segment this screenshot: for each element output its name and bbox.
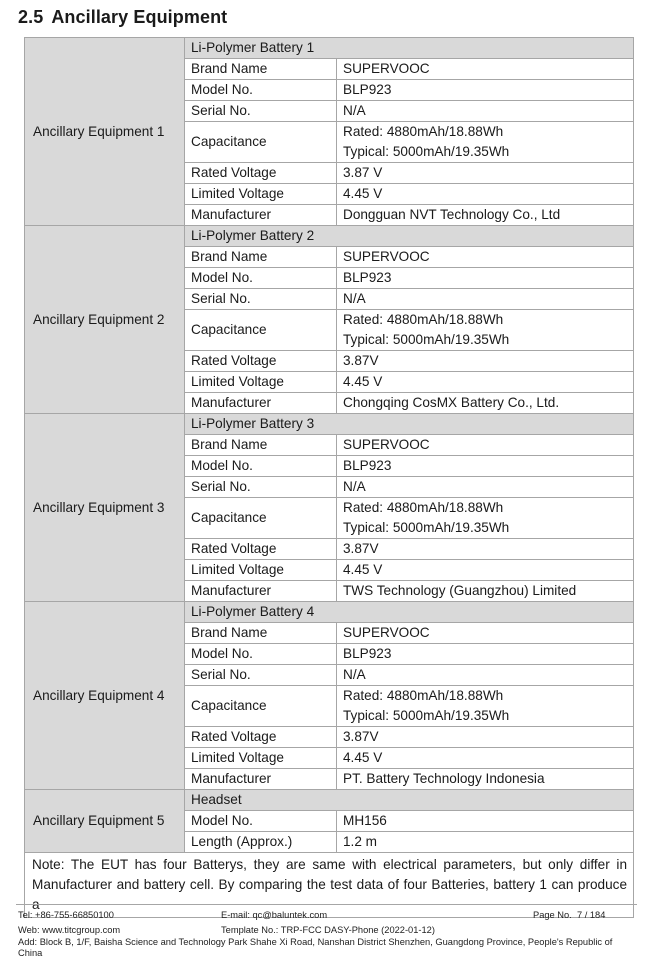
table-body bbox=[25, 38, 634, 918]
field-value-model-no: BLP923 bbox=[337, 644, 634, 665]
field-value-line: Rated: 4880mAh/18.88Wh bbox=[343, 124, 504, 139]
equipment-group-label: Ancillary Equipment 1 bbox=[25, 38, 185, 226]
field-label: Capacitance bbox=[185, 498, 337, 539]
field-label: Brand Name bbox=[185, 59, 337, 80]
field-value-limited-voltage: 4.45 V bbox=[337, 748, 634, 769]
field-label: Rated Voltage bbox=[185, 539, 337, 560]
field-value-brand-name: SUPERVOOC bbox=[337, 247, 634, 268]
field-label: Capacitance bbox=[185, 310, 337, 351]
field-value-line: Rated: 4880mAh/18.88Wh bbox=[343, 500, 504, 515]
field-value-serial-no: N/A bbox=[337, 101, 634, 122]
footer-page-value: 7 / 184 bbox=[576, 910, 606, 920]
field-value-serial-no: N/A bbox=[337, 289, 634, 310]
equipment-type-header: Headset bbox=[185, 790, 634, 811]
section-heading bbox=[18, 7, 227, 28]
field-value-capacitance bbox=[337, 122, 634, 163]
field-label: Model No. bbox=[185, 811, 337, 832]
equipment-group-label: Ancillary Equipment 2 bbox=[25, 226, 185, 414]
field-label: Brand Name bbox=[185, 623, 337, 644]
group-header-row bbox=[25, 414, 634, 435]
equipment-group-label: Ancillary Equipment 3 bbox=[25, 414, 185, 602]
note-text: Note: The EUT has four Batterys, they are same with electrical parameters, but only differ in Manufacturer and battery cell. By comparing the test data of four Batteries, battery 1 can produce a bbox=[25, 853, 634, 918]
field-label: Limited Voltage bbox=[185, 748, 337, 769]
section-title: Ancillary Equipment bbox=[51, 7, 228, 27]
field-value-manufacturer: PT. Battery Technology Indonesia bbox=[337, 769, 634, 790]
field-label: Capacitance bbox=[185, 686, 337, 727]
footer-template: Template No.: TRP-FCC DASY-Phone (2022-01-12) bbox=[221, 925, 435, 935]
field-label: Rated Voltage bbox=[185, 351, 337, 372]
equipment-group-label: Ancillary Equipment 5 bbox=[25, 790, 185, 853]
field-value-length-approx: 1.2 m bbox=[337, 832, 634, 853]
field-value-line: Rated: 4880mAh/18.88Wh bbox=[343, 312, 504, 327]
field-label: Limited Voltage bbox=[185, 184, 337, 205]
field-value-manufacturer: Chongqing CosMX Battery Co., Ltd. bbox=[337, 393, 634, 414]
field-value-line: Typical: 5000mAh/19.35Wh bbox=[343, 144, 510, 159]
field-value-serial-no: N/A bbox=[337, 477, 634, 498]
field-value-model-no: BLP923 bbox=[337, 456, 634, 477]
field-label: Length (Approx.) bbox=[185, 832, 337, 853]
field-value-capacitance bbox=[337, 310, 634, 351]
equipment-type-header: Li-Polymer Battery 3 bbox=[185, 414, 634, 435]
field-label: Serial No. bbox=[185, 477, 337, 498]
field-value-brand-name: SUPERVOOC bbox=[337, 435, 634, 456]
field-label: Manufacturer bbox=[185, 393, 337, 414]
field-label: Manufacturer bbox=[185, 769, 337, 790]
field-value-brand-name: SUPERVOOC bbox=[337, 623, 634, 644]
field-value-line: Typical: 5000mAh/19.35Wh bbox=[343, 708, 510, 723]
equipment-type-header: Li-Polymer Battery 2 bbox=[185, 226, 634, 247]
footer-email: E-mail: qc@baluntek.com bbox=[221, 910, 328, 920]
field-label: Manufacturer bbox=[185, 205, 337, 226]
group-header-row bbox=[25, 790, 634, 811]
field-value-limited-voltage: 4.45 V bbox=[337, 372, 634, 393]
field-label: Brand Name bbox=[185, 435, 337, 456]
field-label: Serial No. bbox=[185, 101, 337, 122]
field-value-model-no: MH156 bbox=[337, 811, 634, 832]
field-value-manufacturer: TWS Technology (Guangzhou) Limited bbox=[337, 581, 634, 602]
footer-page-number bbox=[533, 910, 605, 920]
field-value-capacitance bbox=[337, 498, 634, 539]
field-label: Limited Voltage bbox=[185, 560, 337, 581]
field-value-rated-voltage: 3.87 V bbox=[337, 163, 634, 184]
footer-web: Web: www.titcgroup.com bbox=[18, 925, 121, 935]
footer-address: Add: Block B, 1/F, Baisha Science and Technology Park Shahe Xi Road, Nanshan District Shenzhen, Guangdong Province, People's Republic of China bbox=[18, 937, 613, 958]
field-label: Rated Voltage bbox=[185, 163, 337, 184]
field-label: Manufacturer bbox=[185, 581, 337, 602]
footer-tel: Tel: +86-755-66850100 bbox=[18, 910, 114, 920]
section-number: 2.5 bbox=[18, 7, 44, 27]
field-value-manufacturer: Dongguan NVT Technology Co., Ltd bbox=[337, 205, 634, 226]
field-value-rated-voltage: 3.87V bbox=[337, 727, 634, 748]
field-value-line: Typical: 5000mAh/19.35Wh bbox=[343, 332, 510, 347]
field-label: Model No. bbox=[185, 456, 337, 477]
field-label: Model No. bbox=[185, 80, 337, 101]
field-value-line: Rated: 4880mAh/18.88Wh bbox=[343, 688, 504, 703]
field-label: Model No. bbox=[185, 644, 337, 665]
field-label: Capacitance bbox=[185, 122, 337, 163]
field-label: Model No. bbox=[185, 268, 337, 289]
group-header-row bbox=[25, 602, 634, 623]
equipment-type-header: Li-Polymer Battery 1 bbox=[185, 38, 634, 59]
field-label: Serial No. bbox=[185, 289, 337, 310]
field-value-rated-voltage: 3.87V bbox=[337, 351, 634, 372]
field-value-model-no: BLP923 bbox=[337, 80, 634, 101]
note-row bbox=[25, 853, 634, 918]
field-value-limited-voltage: 4.45 V bbox=[337, 560, 634, 581]
field-label: Brand Name bbox=[185, 247, 337, 268]
field-value-line: Typical: 5000mAh/19.35Wh bbox=[343, 520, 510, 535]
field-label: Limited Voltage bbox=[185, 372, 337, 393]
group-header-row bbox=[25, 226, 634, 247]
field-value-brand-name: SUPERVOOC bbox=[337, 59, 634, 80]
group-header-row bbox=[25, 38, 634, 59]
ancillary-equipment-table bbox=[24, 37, 634, 918]
field-label: Rated Voltage bbox=[185, 727, 337, 748]
field-label: Serial No. bbox=[185, 665, 337, 686]
field-value-rated-voltage: 3.87V bbox=[337, 539, 634, 560]
field-value-limited-voltage: 4.45 V bbox=[337, 184, 634, 205]
field-value-capacitance bbox=[337, 686, 634, 727]
equipment-type-header: Li-Polymer Battery 4 bbox=[185, 602, 634, 623]
field-value-serial-no: N/A bbox=[337, 665, 634, 686]
equipment-group-label: Ancillary Equipment 4 bbox=[25, 602, 185, 790]
field-value-model-no: BLP923 bbox=[337, 268, 634, 289]
footer-page-label: Page No. bbox=[533, 910, 572, 920]
footer-divider bbox=[16, 904, 637, 905]
